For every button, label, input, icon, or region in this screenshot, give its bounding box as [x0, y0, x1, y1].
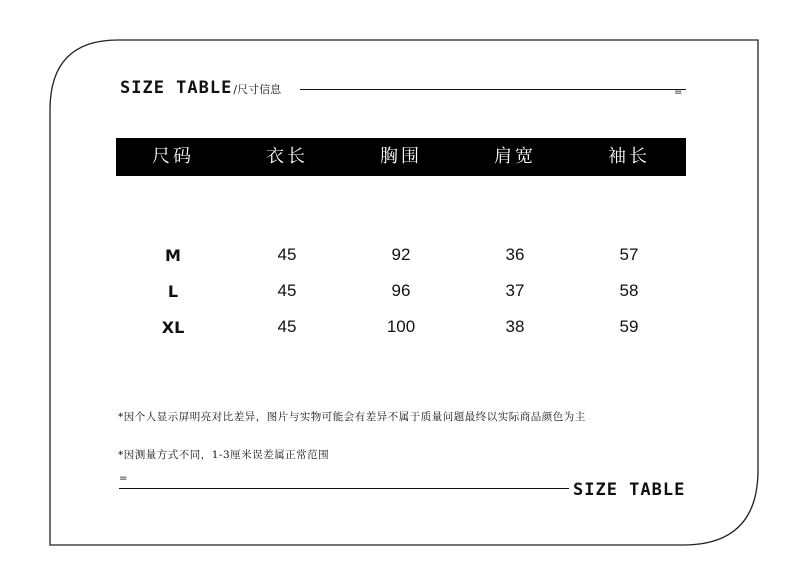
- column-header-shoulder: 肩宽: [494, 146, 536, 167]
- column-header-size: 尺码: [152, 146, 194, 167]
- column-header-sleeve: 袖长: [608, 146, 650, 167]
- title-rule: [300, 89, 686, 90]
- table-body: [116, 237, 686, 345]
- table-row: [116, 273, 686, 309]
- title-subtitle: /尺寸信息: [233, 83, 282, 96]
- table-cell: 92: [391, 245, 411, 264]
- table-cell: 96: [391, 281, 411, 300]
- table-cell: 38: [505, 317, 525, 336]
- column-header-length: 衣长: [266, 146, 308, 167]
- table-cell: 45: [277, 317, 297, 336]
- page-title: [120, 78, 281, 98]
- footer-rule: [119, 488, 569, 489]
- table-cell-size: L: [167, 281, 179, 301]
- column-header-chest: 胸围: [380, 146, 422, 167]
- table-row: [116, 237, 686, 273]
- table-cell: 58: [619, 281, 639, 300]
- corner-mark-bottom: =: [119, 473, 128, 484]
- table-cell-size: XL: [161, 317, 185, 337]
- table-cell-size: M: [165, 245, 181, 265]
- table-row: [116, 309, 686, 345]
- table-cell: 45: [277, 281, 297, 300]
- table-header: [116, 138, 686, 176]
- note-color-disclaimer: *因个人显示屏明亮对比差异，图片与实物可能会有差异不属于质量问题最终以实际商品颜色为主: [118, 411, 586, 423]
- note-measurement-tolerance: *因测量方式不同，1-3厘米误差属正常范围: [118, 449, 330, 461]
- table-cell: 37: [505, 281, 525, 300]
- table-cell: 36: [505, 245, 525, 264]
- footer-title: SIZE TABLE: [573, 480, 686, 500]
- table-cell: 57: [619, 245, 639, 264]
- table-cell: 100: [386, 317, 416, 336]
- corner-mark-top: =: [674, 87, 683, 98]
- table-cell: 45: [277, 245, 297, 264]
- table-cell: 59: [619, 317, 639, 336]
- title-text: SIZE TABLE: [120, 78, 233, 98]
